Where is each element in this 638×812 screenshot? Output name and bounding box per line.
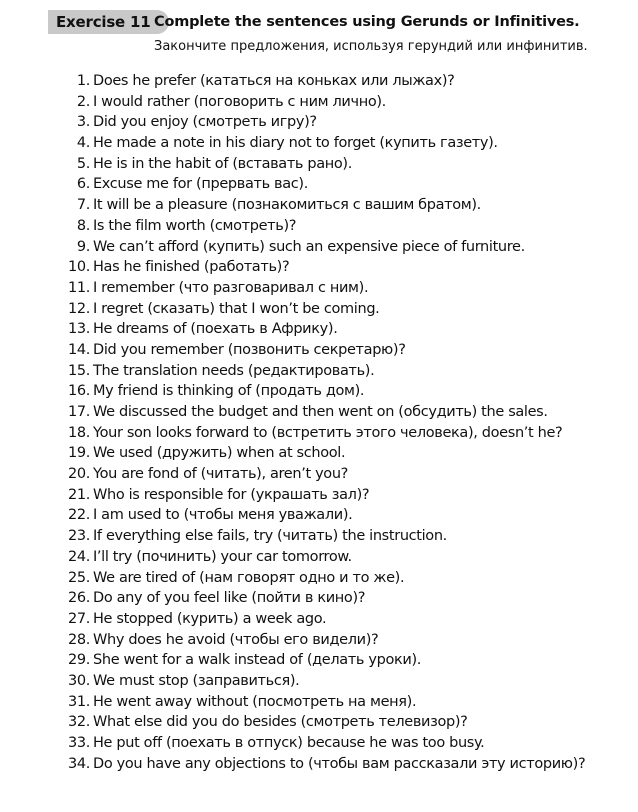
sentence-text: He stopped (курить) a week ago. — [93, 610, 327, 627]
sentence-item — [66, 526, 630, 547]
sentence-number: 32. — [67, 714, 90, 731]
sentence-text: You are fond of (читать), aren’t you? — [93, 466, 349, 483]
exercise-title: Complete the sentences using Gerunds or Infinitives. — [154, 14, 580, 30]
sentence-list — [66, 71, 630, 774]
sentence-text: Has he finished (работать)? — [93, 259, 290, 276]
sentence-text: What else did you do besides (смотреть телевизор)? — [93, 714, 468, 731]
sentence-number: 27. — [67, 610, 90, 627]
sentence-text: Did you remember (позвонить секретарю)? — [93, 341, 406, 358]
exercise-subtitle: Закончите предложения, используя герундий или инфинитив. — [154, 39, 588, 54]
sentence-item — [66, 423, 630, 444]
sentence-text: If everything else fails, try (читать) the instruction. — [93, 528, 447, 545]
sentence-number: 29. — [67, 652, 90, 669]
sentence-number: 7. — [76, 197, 90, 214]
sentence-item — [66, 485, 630, 506]
sentence-item — [66, 630, 630, 651]
sentence-number: 19. — [67, 445, 90, 462]
sentence-item — [66, 257, 630, 278]
sentence-text: We must stop (заправиться). — [93, 672, 300, 689]
sentence-item — [66, 112, 630, 133]
sentence-number: 8. — [76, 217, 90, 234]
sentence-number: 17. — [67, 404, 90, 420]
sentence-item — [66, 464, 630, 485]
sentence-text: Do any of you feel like (пойти в кино)? — [93, 590, 366, 607]
sentence-item — [66, 671, 630, 692]
sentence-text: Excuse me for (прервать вас). — [93, 176, 308, 193]
sentence-text: I am used to (чтобы меня уважали). — [93, 507, 353, 524]
sentence-text: Is the film worth (смотреть)? — [93, 217, 297, 234]
sentence-item — [66, 92, 630, 113]
sentence-number: 1. — [76, 73, 90, 89]
sentence-item — [66, 692, 630, 713]
exercise-badge: Exercise 11 — [48, 10, 169, 34]
sentence-number: 20. — [67, 466, 90, 483]
sentence-text: I regret (сказать) that I won’t be coming. — [93, 300, 380, 317]
sentence-text: He dreams of (поехать в Африку). — [93, 321, 338, 338]
sentence-text: He is in the habit of (вставать рано). — [93, 155, 352, 172]
sentence-number: 25. — [67, 569, 90, 586]
sentence-item — [66, 505, 630, 526]
sentence-item — [66, 71, 630, 92]
sentence-item — [66, 340, 630, 361]
sentence-item — [66, 319, 630, 340]
sentence-item — [66, 588, 630, 609]
sentence-number: 33. — [67, 735, 90, 751]
sentence-number: 5. — [76, 155, 90, 172]
sentence-number: 23. — [67, 528, 90, 545]
sentence-text: We used (дружить) when at school. — [93, 445, 346, 462]
sentence-item — [66, 650, 630, 671]
sentence-number: 26. — [67, 590, 90, 607]
sentence-item — [66, 402, 630, 423]
sentence-item — [66, 443, 630, 464]
sentence-text: He went away without (посмотреть на меня). — [93, 693, 417, 710]
sentence-number: 10. — [67, 259, 90, 276]
sentence-text: Why does he avoid (чтобы его видели)? — [93, 631, 379, 648]
sentence-number: 30. — [67, 672, 90, 689]
sentence-number: 16. — [67, 383, 90, 400]
sentence-number: 13. — [67, 321, 90, 338]
sentence-number: 28. — [67, 631, 90, 648]
sentence-text: He made a note in his diary not to forget (купить газету). — [93, 135, 498, 152]
sentence-item — [66, 381, 630, 402]
sentence-item — [66, 547, 630, 568]
sentence-item — [66, 237, 630, 258]
sentence-item — [66, 195, 630, 216]
sentence-item — [66, 568, 630, 589]
sentence-number: 14. — [67, 341, 90, 358]
sentence-text: Who is responsible for (украшать зал)? — [93, 486, 370, 503]
exercise-header — [48, 10, 628, 36]
sentence-number: 12. — [67, 300, 90, 317]
sentence-item — [66, 361, 630, 382]
sentence-text: Do you have any objections to (чтобы вам рассказали эту историю)? — [93, 755, 586, 772]
sentence-number: 11. — [67, 279, 90, 296]
sentence-text: Did you enjoy (смотреть игру)? — [93, 114, 317, 131]
sentence-number: 18. — [67, 424, 90, 441]
sentence-number: 15. — [67, 362, 90, 379]
sentence-number: 22. — [67, 507, 90, 524]
sentence-text: Does he prefer (кататься на коньках или лыжах)? — [93, 73, 455, 89]
sentence-item — [66, 154, 630, 175]
sentence-number: 24. — [67, 548, 90, 565]
sentence-text: We can’t afford (купить) such an expensive piece of furniture. — [93, 238, 525, 255]
sentence-number: 6. — [76, 176, 90, 193]
sentence-text: She went for a walk instead of (делать уроки). — [93, 652, 422, 669]
sentence-item — [66, 299, 630, 320]
sentence-item — [66, 278, 630, 299]
sentence-text: We are tired of (нам говорят одно и то же). — [93, 569, 405, 586]
sentence-number: 4. — [76, 135, 90, 152]
sentence-item — [66, 733, 630, 754]
sentence-text: Your son looks forward to (встретить этого человека), doesn’t he? — [93, 424, 563, 441]
sentence-text: He put off (поехать в отпуск) because he was too busy. — [93, 735, 485, 751]
sentence-number: 2. — [76, 93, 90, 110]
sentence-text: It will be a pleasure (познакомиться с вашим братом). — [93, 197, 481, 214]
sentence-text: My friend is thinking of (продать дом). — [93, 383, 365, 400]
sentence-number: 21. — [67, 486, 90, 503]
sentence-number: 34. — [67, 755, 90, 772]
sentence-number: 3. — [76, 114, 90, 131]
sentence-item — [66, 216, 630, 237]
sentence-item — [66, 754, 630, 775]
sentence-text: I remember (что разговаривал с ним). — [93, 279, 369, 296]
sentence-text: I’ll try (починить) your car tomorrow. — [93, 548, 352, 565]
sentence-item — [66, 174, 630, 195]
sentence-item — [66, 712, 630, 733]
sentence-text: The translation needs (редактировать). — [93, 362, 375, 379]
sentence-number: 31. — [67, 693, 90, 710]
sentence-item — [66, 133, 630, 154]
sentence-text: We discussed the budget and then went on (обсудить) the sales. — [93, 404, 548, 420]
sentence-item — [66, 609, 630, 630]
sentence-text: I would rather (поговорить с ним лично). — [93, 93, 386, 110]
sentence-number: 9. — [76, 238, 90, 255]
